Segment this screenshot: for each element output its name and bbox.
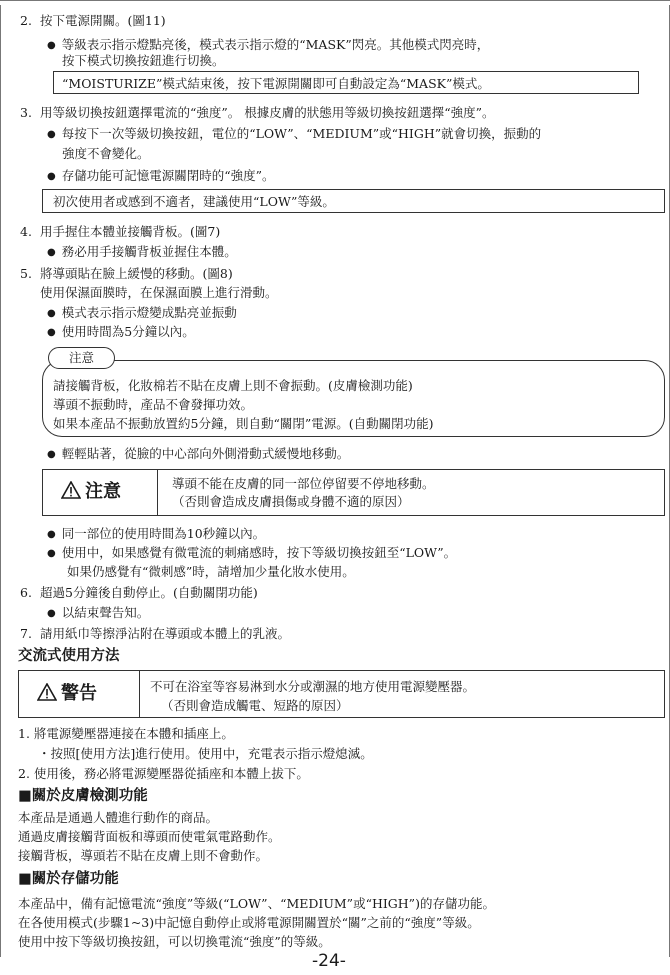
warning-line2: （否則會造成觸電、短路的原因）	[161, 698, 349, 713]
step-6-number: 6.	[20, 585, 32, 600]
skin-detection-line2: 通過皮膚接觸背面板和導頭而使電氣電路動作。	[18, 829, 281, 844]
skin-detection-line1: 本產品是通過人體進行動作的商品。	[18, 810, 219, 825]
memory-line2: 在各使用模式(步驟1~3)中記憶自動停止或將電源開關置於“關”之前的“強度”等級。	[18, 915, 480, 930]
note-line2: 導頭不振動時，產品不會發揮功效。	[53, 397, 254, 412]
memory-line3: 使用中按下等級切換按鈕，可以切換電流“強度”的等級。	[18, 934, 331, 949]
skin-detection-line3: 接觸背板，導頭若不貼在皮膚上則不會動作。	[18, 848, 269, 863]
warning-triangle-icon	[61, 481, 81, 499]
note-line1: 請接觸背板，化妝棉若不貼在皮膚上則不會振動。(皮膚檢測功能)	[53, 378, 413, 393]
step-3-note-text: 初次使用者或感到不適者，建議使用“LOW”等級。	[53, 194, 335, 209]
step-6-bullet1: ● 以結束聲告知。	[47, 605, 149, 622]
bullet-same-area: ● 同一部位的使用時間為10秒鐘以內。	[47, 526, 265, 543]
step-4-number: 4.	[20, 224, 32, 239]
warning-label	[37, 683, 97, 704]
step-6-text: 超過5分鐘後自動停止。(自動關閉功能)	[40, 585, 258, 600]
step-5-bullet2: ● 使用時間為5分鐘以內。	[47, 324, 195, 341]
skin-detection-heading: ■關於皮膚檢測功能	[18, 788, 148, 804]
step-4-bullet1: ● 務必用手接觸背板並握住本體。	[47, 244, 237, 261]
step-3-bullet1-line2: 強度不會變化。	[62, 146, 150, 161]
note-line3: 如果本產品不振動放置約5分鐘，則自動“關閉”電源。(自動關閉功能)	[53, 416, 434, 431]
page-number: -24-	[312, 951, 346, 971]
bullet-tingle-line2: 如果仍感覺有“微刺感”時，請增加少量化妝水使用。	[67, 564, 355, 579]
step-7-number: 7.	[20, 626, 32, 641]
caution-label	[61, 481, 121, 502]
ac-step-1-line2: ・按照[使用方法]進行使用。使用中，充電表示指示燈熄滅。	[38, 746, 373, 761]
warning-label-text: 警告	[61, 683, 97, 704]
ac-step-1-line1: 1. 將電源變壓器連接在本體和插座上。	[18, 726, 234, 741]
step-5-line2: 使用保濕面膜時，在保濕面膜上進行滑動。	[40, 285, 278, 300]
step-2-text: 按下電源開關。(圖11)	[40, 13, 166, 28]
memory-heading: ■關於存儲功能	[18, 871, 119, 887]
warning-triangle-icon	[37, 683, 57, 701]
step-3-text: 用等級切換按鈕選擇電流的“強度”。 根據皮膚的狀態用等級切換按鈕選擇“強度”。	[40, 105, 495, 120]
ac-usage-heading: 交流式使用方法	[18, 648, 120, 664]
bullet-tingle-line1: ● 使用中，如果感覺有微電流的刺痛感時，按下等級切換按鈕至“LOW”。	[47, 545, 456, 562]
caution-line1: 導頭不能在皮膚的同一部位停留要不停地移動。	[172, 476, 435, 491]
step-3-bullet1-line1: ● 每按下一次等級切換按鈕，電位的“LOW”、“MEDIUM”或“HIGH”就會切換，振動的	[47, 126, 541, 143]
step-3-number: 3.	[20, 105, 32, 120]
caution-label-text: 注意	[85, 481, 121, 502]
memory-line1: 本產品中，備有記憶電流“強度”等級(“LOW”、“MEDIUM”或“HIGH”)的存儲功能。	[18, 896, 495, 911]
bullet-gentle: ● 輕輕貼著，從臉的中心部向外側滑動式緩慢地移動。	[47, 446, 349, 463]
note-label: 注意	[48, 347, 115, 369]
ac-step-2: 2. 使用後，務必將電源變壓器從插座和本體上拔下。	[18, 766, 309, 781]
step-2-note-text: “MOISTURIZE”模式結束後，按下電源開關即可自動設定為“MASK”模式。	[62, 76, 490, 91]
step-2-bullet-line2: 按下模式切換按鈕進行切換。	[62, 53, 225, 68]
step-3-bullet2: ● 存儲功能可記憶電源關閉時的“強度”。	[47, 168, 275, 185]
step-5-bullet1: ● 模式表示指示燈變成點亮並振動	[47, 305, 237, 322]
step-2-number: 2.	[20, 13, 32, 28]
step-4-text: 用手握住本體並接觸背板。(圖7)	[40, 224, 221, 239]
warning-line1: 不可在浴室等容易淋到水分或潮濕的地方使用電源變壓器。	[150, 679, 476, 694]
step-2-bullet-line1: ● 等級表示指示燈點亮後，模式表示指示燈的“MASK”閃亮。其他模式閃亮時，	[47, 37, 489, 54]
step-5-number: 5.	[20, 266, 32, 281]
step-7-text: 請用紙巾等擦淨沾附在導頭或本體上的乳液。	[40, 626, 291, 641]
caution-line2: （否則會造成皮膚損傷或身體不適的原因）	[172, 494, 410, 509]
step-5-text: 將導頭貼在臉上緩慢的移動。(圖8)	[40, 266, 233, 281]
